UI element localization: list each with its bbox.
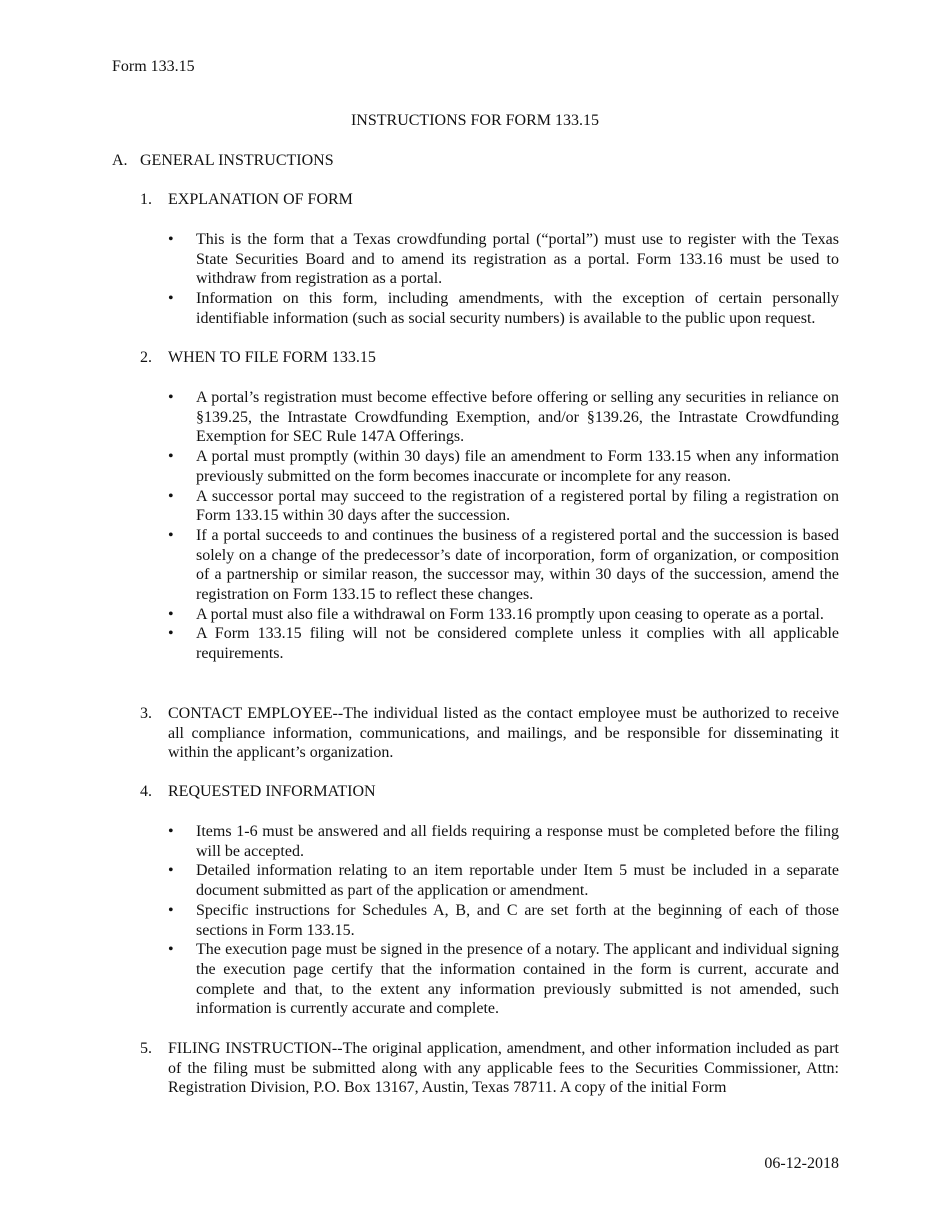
bullet-text: If a portal succeeds to and continues the business of a registered portal and the succession is based solely on a change of the predecessor’s date of incorporation, form of organization, or composition of a partnership or similar reason, the successor may, within 30 days of the succession, amend the registration on Form 133.15 to reflect these changes. xyxy=(196,526,839,604)
bullet-text: Information on this form, including amendments, with the exception of certain personally identifiable information (such as social security numbers) is available to the public upon request. xyxy=(196,290,839,327)
section-letter: A. xyxy=(112,152,128,169)
document-title: INSTRUCTIONS FOR FORM 133.15 xyxy=(350,112,600,129)
item-paragraph: FILING INSTRUCTION--The original application, amendment, and other information included as part of the filing must be submitted along with any applicable fees to the Securities Commissioner, Attn: Registration Division, P.O. Box 13167, Austin, Texas 78711. A copy of the initial Form xyxy=(168,1040,839,1097)
bullet-text: Specific instructions for Schedules A, B, and C are set forth at the beginning of each of those sections in Form 133.15. xyxy=(196,901,839,939)
list-item xyxy=(140,861,839,900)
section-a-heading xyxy=(112,151,334,171)
item-number: 5. xyxy=(140,1040,152,1057)
bullet-icon: • xyxy=(168,487,174,505)
bullet-icon: • xyxy=(168,605,174,623)
bullet-text: Items 1-6 must be answered and all fields requiring a response must be completed before the filing will be accepted. xyxy=(196,823,839,860)
list-item xyxy=(140,487,839,526)
bullet-text: A Form 133.15 filing will not be considered complete unless it complies with all applicable requirements. xyxy=(196,625,839,663)
list-item xyxy=(140,388,839,447)
bullet-text: The execution page must be signed in the presence of a notary. The applicant and individual signing the execution page certify that the information contained in the form is current, accurate and complete and that, to the extent any information previously submitted is not amended, such information is currently accurate and complete. xyxy=(196,941,839,1018)
bullet-icon: • xyxy=(168,941,174,959)
bullet-text: A portal must promptly (within 30 days) file an amendment to Form 133.15 when any information previously submitted on the form becomes inaccurate or incomplete for any reason. xyxy=(196,448,839,485)
item-5-filing-instruction xyxy=(140,1039,839,1098)
item-number: 4. xyxy=(140,783,152,800)
bullet-text: A successor portal may succeed to the registration of a registered portal by filing a registration on Form 133.15 within 30 days after the succession. xyxy=(196,487,839,525)
item-4-bullets xyxy=(140,822,839,1019)
bullet-icon: • xyxy=(168,448,174,466)
item-number: 2. xyxy=(140,349,152,366)
bullet-icon: • xyxy=(168,231,174,248)
bullet-icon: • xyxy=(168,625,174,643)
list-item xyxy=(140,940,839,1019)
revision-date: 06-12-2018 xyxy=(764,1155,839,1172)
item-heading: REQUESTED INFORMATION xyxy=(168,783,376,800)
section-title: GENERAL INSTRUCTIONS xyxy=(140,152,334,169)
bullet-text: Detailed information relating to an item reportable under Item 5 must be included in a separate document submitted as part of the application or amendment. xyxy=(196,862,839,900)
bullet-icon: • xyxy=(168,290,174,308)
bullet-icon: • xyxy=(168,901,174,919)
bullet-icon: • xyxy=(168,862,174,880)
item-heading: EXPLANATION OF FORM xyxy=(168,191,353,208)
bullet-icon: • xyxy=(168,389,174,406)
bullet-icon: • xyxy=(168,823,174,840)
bullet-icon: • xyxy=(168,526,174,544)
item-3-contact-employee xyxy=(140,704,839,763)
form-label: Form 133.15 xyxy=(112,58,195,75)
bullet-text: A portal’s registration must become effective before offering or selling any securities in reliance on §139.25, the Intrastate Crowdfunding Exemption, and/or §139.26, the Intrastate Crowdfunding Exemption for SEC Rule 147A Offerings. xyxy=(196,389,839,446)
item-heading: WHEN TO FILE FORM 133.15 xyxy=(168,349,376,366)
item-4-heading xyxy=(140,782,839,802)
list-item xyxy=(140,901,839,940)
item-2-heading xyxy=(140,348,839,368)
list-item xyxy=(140,605,839,625)
list-item xyxy=(140,822,839,861)
bullet-text: This is the form that a Texas crowdfunding portal (“portal”) must use to register with the Texas State Securities Board and to amend its registration as a portal. Form 133.16 must be used to withdraw from registration as a portal. xyxy=(196,231,839,288)
bullet-text: A portal must also file a withdrawal on Form 133.16 promptly upon ceasing to operate as a portal. xyxy=(196,605,824,623)
item-2-bullets xyxy=(140,388,839,664)
list-item xyxy=(140,624,839,663)
list-item xyxy=(140,447,839,486)
item-paragraph: CONTACT EMPLOYEE--The individual listed as the contact employee must be authorized to receive all compliance information, communications, and mailings, and be responsible for disseminating it within the applicant’s organization. xyxy=(168,705,839,762)
list-item xyxy=(140,289,839,328)
list-item xyxy=(140,526,839,605)
item-1-bullets xyxy=(140,230,839,329)
item-number: 3. xyxy=(140,705,152,722)
list-item xyxy=(140,230,839,289)
item-number: 1. xyxy=(140,191,152,208)
item-1-heading xyxy=(140,190,839,210)
